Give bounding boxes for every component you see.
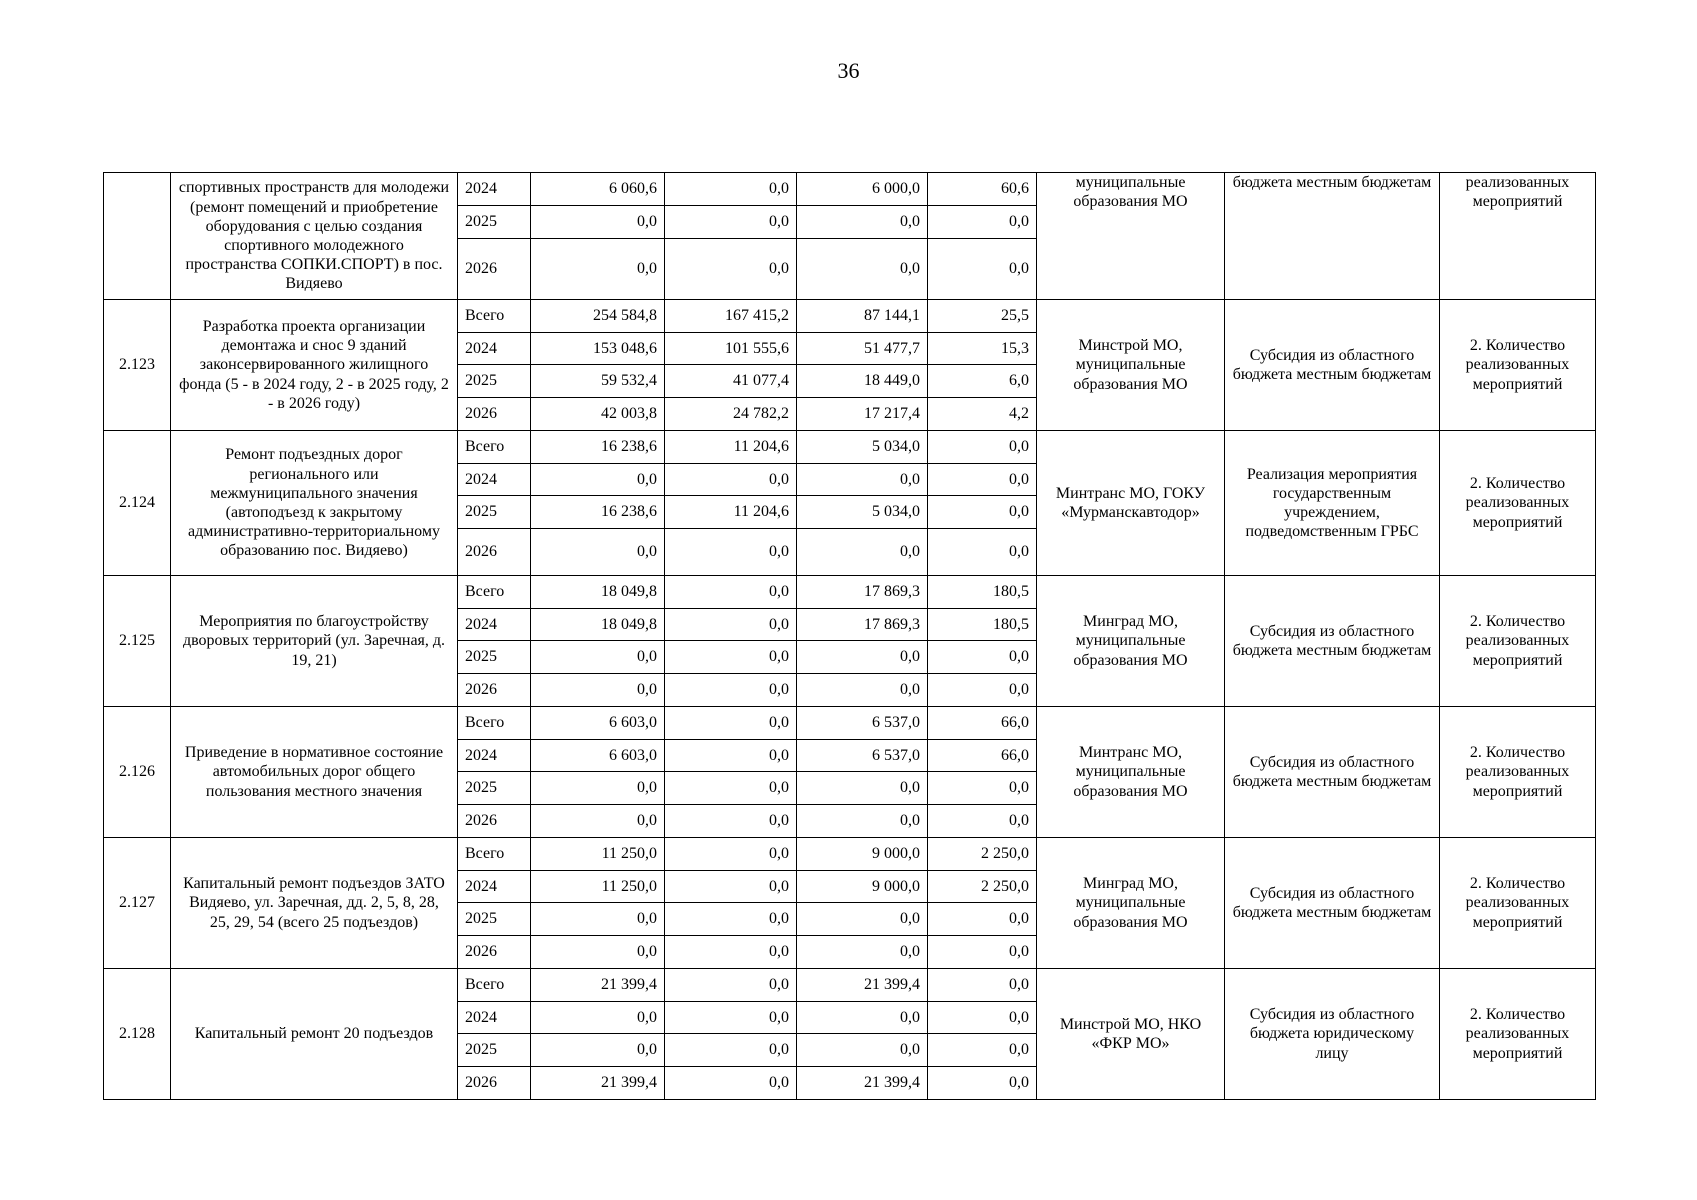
year-cell: 2025 [458,206,531,239]
regional-amount: 17 869,3 [797,609,928,641]
local-amount: 0,0 [928,969,1037,1002]
executor-cell: Минград МО, муниципальные образования МО [1037,576,1225,707]
regional-amount: 87 144,1 [797,300,928,333]
executor-cell: Минстрой МО, НКО «ФКР МО» [1037,969,1225,1100]
local-amount: 0,0 [928,206,1037,239]
regional-amount: 9 000,0 [797,871,928,903]
executor-cell: Минтранс МО, ГОКУ «Мурманскавтодор» [1037,431,1225,576]
activity-number: 2.127 [104,838,171,969]
federal-amount: 11 204,6 [665,431,797,464]
federal-amount: 0,0 [665,641,797,674]
federal-amount: 0,0 [665,674,797,707]
indicator-cell: 2. Количество реализованных мероприятий [1440,707,1596,838]
regional-amount: 21 399,4 [797,969,928,1002]
regional-amount: 18 449,0 [797,365,928,398]
indicator-cell: 2. Количество реализованных мероприятий [1440,969,1596,1100]
indicator-cell: 2. Количество реализованных мероприятий [1440,300,1596,431]
year-cell: 2026 [458,239,531,300]
total-amount: 6 603,0 [531,707,665,740]
activity-description: спортивных пространств для молодежи (ремонт помещений и приобретение оборудования с целью создания спортивного молодежного пространства СОПКИ.СПОРТ) в пос. Видяево [171,173,458,300]
year-cell: 2024 [458,333,531,365]
federal-amount: 11 204,6 [665,496,797,529]
mechanism-cell: Субсидия из областного бюджета местным бюджетам [1225,838,1440,969]
year-cell: Всего [458,707,531,740]
activity-number: 2.123 [104,300,171,431]
mechanism-cell: Субсидия из областного бюджета местным бюджетам [1225,300,1440,431]
year-cell: 2025 [458,772,531,805]
table-row [104,431,1596,464]
local-amount: 0,0 [928,431,1037,464]
total-amount: 0,0 [531,206,665,239]
total-amount: 0,0 [531,772,665,805]
year-cell: 2026 [458,529,531,576]
year-cell: Всего [458,300,531,333]
total-amount: 21 399,4 [531,969,665,1002]
total-amount: 16 238,6 [531,431,665,464]
year-cell: 2025 [458,496,531,529]
total-amount: 6 603,0 [531,740,665,772]
total-amount: 0,0 [531,529,665,576]
local-amount: 0,0 [928,674,1037,707]
federal-amount: 0,0 [665,740,797,772]
federal-amount: 101 555,6 [665,333,797,365]
year-cell: 2025 [458,641,531,674]
federal-amount: 0,0 [665,903,797,936]
regional-amount: 0,0 [797,206,928,239]
federal-amount: 0,0 [665,529,797,576]
total-amount: 0,0 [531,239,665,300]
local-amount: 0,0 [928,496,1037,529]
executor-cell: Минтранс МО, муниципальные образования МО [1037,707,1225,838]
regional-amount: 6 000,0 [797,173,928,206]
total-amount: 16 238,6 [531,496,665,529]
regional-amount: 0,0 [797,529,928,576]
federal-amount: 0,0 [665,969,797,1002]
federal-amount: 0,0 [665,1034,797,1067]
regional-amount: 0,0 [797,805,928,838]
year-cell: 2026 [458,674,531,707]
executor-cell: Минстрой МО, муниципальные образования МО [1037,300,1225,431]
mechanism-cell: Субсидия из областного бюджета местным бюджетам [1225,576,1440,707]
table-row [104,838,1596,871]
federal-amount: 0,0 [665,772,797,805]
total-amount: 18 049,8 [531,609,665,641]
total-amount: 0,0 [531,464,665,496]
year-cell: 2026 [458,1067,531,1100]
local-amount: 15,3 [928,333,1037,365]
total-amount: 11 250,0 [531,871,665,903]
total-amount: 0,0 [531,641,665,674]
year-cell: 2025 [458,903,531,936]
local-amount: 0,0 [928,239,1037,300]
year-cell: Всего [458,838,531,871]
mechanism-cell: Субсидия из областного бюджета юридическому лицу [1225,969,1440,1100]
federal-amount: 0,0 [665,1002,797,1034]
regional-amount: 51 477,7 [797,333,928,365]
total-amount: 0,0 [531,805,665,838]
local-amount: 180,5 [928,576,1037,609]
year-cell: Всего [458,576,531,609]
total-amount: 6 060,6 [531,173,665,206]
activity-description: Ремонт подъездных дорог регионального или межмуниципального значения (автоподъезд к закрытому административно-территориальному образованию пос. Видяево) [171,431,458,576]
local-amount: 0,0 [928,1034,1037,1067]
year-cell: 2024 [458,464,531,496]
regional-amount: 0,0 [797,772,928,805]
local-amount: 0,0 [928,529,1037,576]
federal-amount: 41 077,4 [665,365,797,398]
local-amount: 0,0 [928,805,1037,838]
total-amount: 18 049,8 [531,576,665,609]
total-amount: 0,0 [531,1034,665,1067]
local-amount: 0,0 [928,772,1037,805]
federal-amount: 24 782,2 [665,398,797,431]
federal-amount: 0,0 [665,707,797,740]
regional-amount: 5 034,0 [797,431,928,464]
year-cell: 2024 [458,1002,531,1034]
total-amount: 59 532,4 [531,365,665,398]
regional-amount: 0,0 [797,903,928,936]
year-cell: 2024 [458,740,531,772]
local-amount: 4,2 [928,398,1037,431]
year-cell: 2026 [458,398,531,431]
regional-amount: 21 399,4 [797,1067,928,1100]
regional-amount: 0,0 [797,936,928,969]
regional-amount: 17 217,4 [797,398,928,431]
regional-amount: 0,0 [797,1034,928,1067]
activity-number: 2.124 [104,431,171,576]
mechanism-cell: бюджета местным бюджетам [1225,173,1440,300]
indicator-cell: 2. Количество реализованных мероприятий [1440,576,1596,707]
table-row [104,173,1596,206]
activity-description: Приведение в нормативное состояние автомобильных дорог общего пользования местного значения [171,707,458,838]
regional-amount: 5 034,0 [797,496,928,529]
year-cell: 2024 [458,609,531,641]
activity-description: Мероприятия по благоустройству дворовых территорий (ул. Заречная, д. 19, 21) [171,576,458,707]
local-amount: 0,0 [928,903,1037,936]
executor-cell: муниципальные образования МО [1037,173,1225,300]
executor-cell: Минград МО, муниципальные образования МО [1037,838,1225,969]
regional-amount: 6 537,0 [797,740,928,772]
year-cell: 2024 [458,173,531,206]
federal-amount: 0,0 [665,838,797,871]
year-cell: 2024 [458,871,531,903]
page-number: 36 [837,58,860,83]
local-amount: 0,0 [928,1067,1037,1100]
total-amount: 11 250,0 [531,838,665,871]
federal-amount: 0,0 [665,576,797,609]
total-amount: 254 584,8 [531,300,665,333]
local-amount: 0,0 [928,641,1037,674]
year-cell: 2026 [458,805,531,838]
activity-number: 2.125 [104,576,171,707]
activity-description: Капитальный ремонт подъездов ЗАТО Видяево, ул. Заречная, дд. 2, 5, 8, 28, 25, 29, 54 (всего 25 подъездов) [171,838,458,969]
local-amount: 0,0 [928,1002,1037,1034]
regional-amount: 0,0 [797,674,928,707]
total-amount: 153 048,6 [531,333,665,365]
federal-amount: 0,0 [665,173,797,206]
indicator-cell: 2. Количество реализованных мероприятий [1440,838,1596,969]
regional-amount: 0,0 [797,1002,928,1034]
local-amount: 25,5 [928,300,1037,333]
local-amount: 6,0 [928,365,1037,398]
federal-amount: 0,0 [665,1067,797,1100]
year-cell: 2025 [458,1034,531,1067]
indicator-cell: реализованных мероприятий [1440,173,1596,300]
federal-amount: 0,0 [665,609,797,641]
federal-amount: 0,0 [665,464,797,496]
total-amount: 42 003,8 [531,398,665,431]
local-amount: 2 250,0 [928,838,1037,871]
federal-amount: 0,0 [665,239,797,300]
year-cell: 2025 [458,365,531,398]
regional-amount: 0,0 [797,239,928,300]
year-cell: 2026 [458,936,531,969]
local-amount: 180,5 [928,609,1037,641]
total-amount: 21 399,4 [531,1067,665,1100]
local-amount: 0,0 [928,936,1037,969]
table-row [104,707,1596,740]
activity-number: 2.126 [104,707,171,838]
local-amount: 66,0 [928,740,1037,772]
year-cell: Всего [458,431,531,464]
activity-number [104,173,171,300]
regional-amount: 6 537,0 [797,707,928,740]
total-amount: 0,0 [531,674,665,707]
activity-number: 2.128 [104,969,171,1100]
total-amount: 0,0 [531,936,665,969]
year-cell: Всего [458,969,531,1002]
regional-amount: 0,0 [797,641,928,674]
activity-description: Капитальный ремонт 20 подъездов [171,969,458,1100]
activity-description: Разработка проекта организации демонтажа и снос 9 зданий законсервированного жилищного фонда (5 - в 2024 году, 2 - в 2025 году, 2 - в 2026 году) [171,300,458,431]
table-row [104,969,1596,1002]
local-amount: 60,6 [928,173,1037,206]
indicator-cell: 2. Количество реализованных мероприятий [1440,431,1596,576]
mechanism-cell: Реализация мероприятия государственным учреждением, подведомственным ГРБС [1225,431,1440,576]
mechanism-cell: Субсидия из областного бюджета местным бюджетам [1225,707,1440,838]
local-amount: 66,0 [928,707,1037,740]
local-amount: 0,0 [928,464,1037,496]
regional-amount: 0,0 [797,464,928,496]
federal-amount: 167 415,2 [665,300,797,333]
regional-amount: 9 000,0 [797,838,928,871]
total-amount: 0,0 [531,903,665,936]
table-row [104,576,1596,609]
local-amount: 2 250,0 [928,871,1037,903]
federal-amount: 0,0 [665,206,797,239]
table-row [104,300,1596,333]
total-amount: 0,0 [531,1002,665,1034]
federal-amount: 0,0 [665,871,797,903]
program-activities-table [103,172,1596,1100]
federal-amount: 0,0 [665,936,797,969]
federal-amount: 0,0 [665,805,797,838]
regional-amount: 17 869,3 [797,576,928,609]
